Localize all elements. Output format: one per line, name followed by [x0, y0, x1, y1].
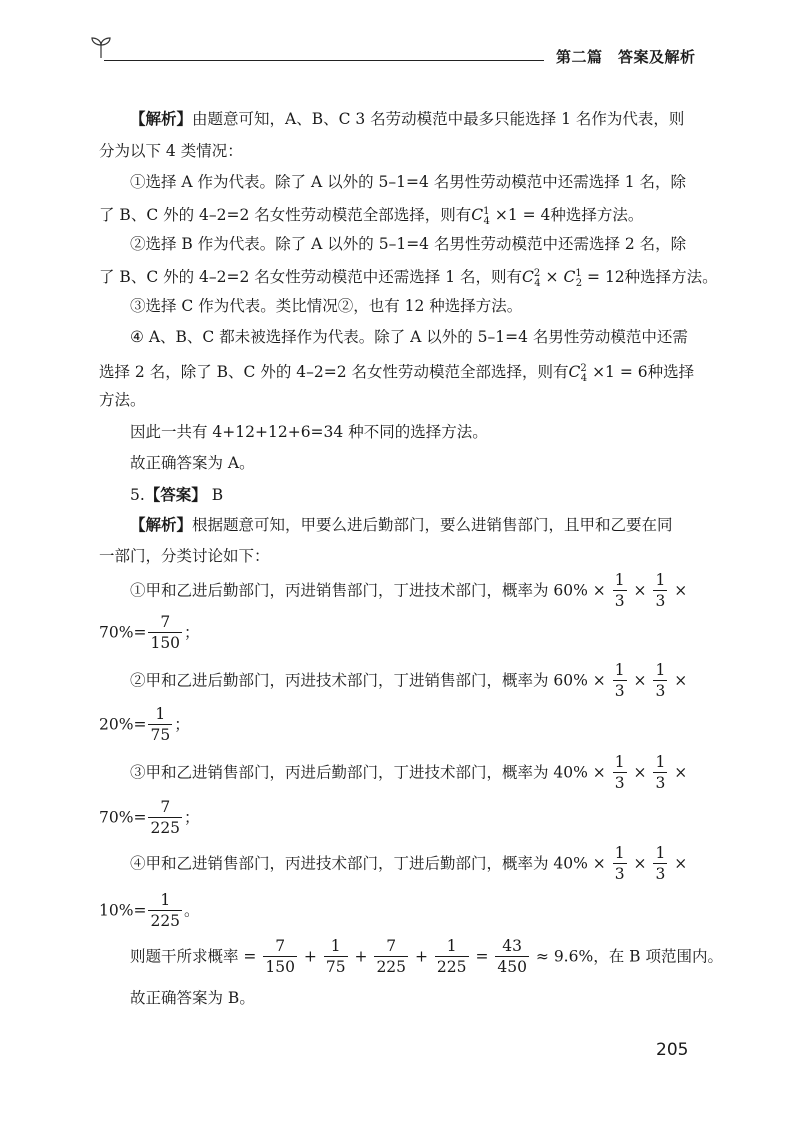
q4-case3: ③选择 C 作为代表。类比情况②，也有 12 种选择方法。	[130, 297, 523, 315]
q5-case1-line-2: 70%= $\frac{7}{150}$ ；	[99, 613, 200, 652]
q4-total: 因此一共有 4+12+12+6=34 种不同的选择方法。	[130, 423, 488, 441]
q4-case2-line-2: 了 B、C 外的 4–2=2 名女性劳动模范中还需选择 1 名，则有$C^2_4 \times C^1_2 = 12$种选择方法。	[99, 268, 718, 290]
section-title: 第二篇 答案及解析	[556, 48, 696, 66]
q5-total-probability: 则题干所求概率 = $\frac{7}{150}$ + $\frac{1}{75}$ + $\frac{7}{225}$ + $\frac{1}{225}$ = $\frac{43}{450}$ ≈ 9.6%，在 B 项范围内。	[130, 937, 723, 976]
q4-case1-line-1: ①选择 A 作为代表。除了 A 以外的 5–1=4 名男性劳动模范中还需选择 1 名，除	[130, 173, 686, 191]
q4-analysis-line-2: 分为以下 4 类情况：	[99, 142, 243, 160]
q4-case4-line-3: 方法。	[99, 391, 146, 409]
q5-analysis-line-1: 【解析】根据题意可知，甲要么进后勤部门，要么进销售部门，且甲和乙要在同	[130, 516, 673, 534]
q4-case4-line-1: ④ A、B、C 都未被选择作为代表。除了 A 以外的 5–1=4 名男性劳动模范中还需	[130, 328, 688, 346]
q5-case2-line-1: ②甲和乙进后勤部门，丙进技术部门，丁进销售部门，概率为 60% × $\frac{1}{3}$ × $\frac{1}{3}$ ×	[130, 661, 688, 700]
q5-conclusion: 故正确答案为 B。	[130, 989, 255, 1007]
q5-case3-line-1: ③甲和乙进销售部门，丙进后勤部门，丁进技术部门，概率为 40% × $\frac{1}{3}$ × $\frac{1}{3}$ ×	[130, 753, 688, 792]
q5-case4-line-2: 10%= $\frac{1}{225}$ 。	[99, 891, 200, 930]
q4-analysis-line-1: 【解析】由题意可知，A、B、C 3 名劳动模范中最多只能选择 1 名作为代表，则	[130, 110, 685, 128]
header-rule	[104, 60, 544, 61]
q5-case4-line-1: ④甲和乙进销售部门，丙进技术部门，丁进后勤部门，概率为 40% × $\frac{1}{3}$ × $\frac{1}{3}$ ×	[130, 844, 688, 883]
q5-case2-line-2: 20%= $\frac{1}{75}$ ；	[99, 705, 190, 744]
q4-conclusion: 故正确答案为 A。	[130, 454, 255, 472]
q4-case4-line-2: 选择 2 名，除了 B、C 外的 4–2=2 名女性劳动模范全部选择，则有$C^2_4 \times 1 = 6$种选择	[99, 363, 695, 385]
page-number: 205	[656, 1040, 689, 1060]
q4-case2-line-1: ②选择 B 作为代表。除了 A 以外的 5–1=4 名男性劳动模范中还需选择 2 名，除	[130, 235, 687, 253]
q5-answer: 5.【答案】 B	[130, 486, 224, 504]
q4-case1-line-2: 了 B、C 外的 4–2=2 名女性劳动模范全部选择，则有$C^1_4 \times 1 = 4$种选择方法。	[99, 206, 644, 228]
q5-case3-line-2: 70%= $\frac{7}{225}$ ；	[99, 798, 200, 837]
q5-analysis-line-2: 一部门，分类讨论如下：	[99, 547, 270, 565]
q5-case1-line-1: ①甲和乙进后勤部门，丙进销售部门，丁进技术部门，概率为 60% × $\frac{1}{3}$ × $\frac{1}{3}$ ×	[130, 571, 688, 610]
sprout-icon	[88, 34, 114, 60]
analysis-label: 【解析】	[130, 110, 193, 128]
